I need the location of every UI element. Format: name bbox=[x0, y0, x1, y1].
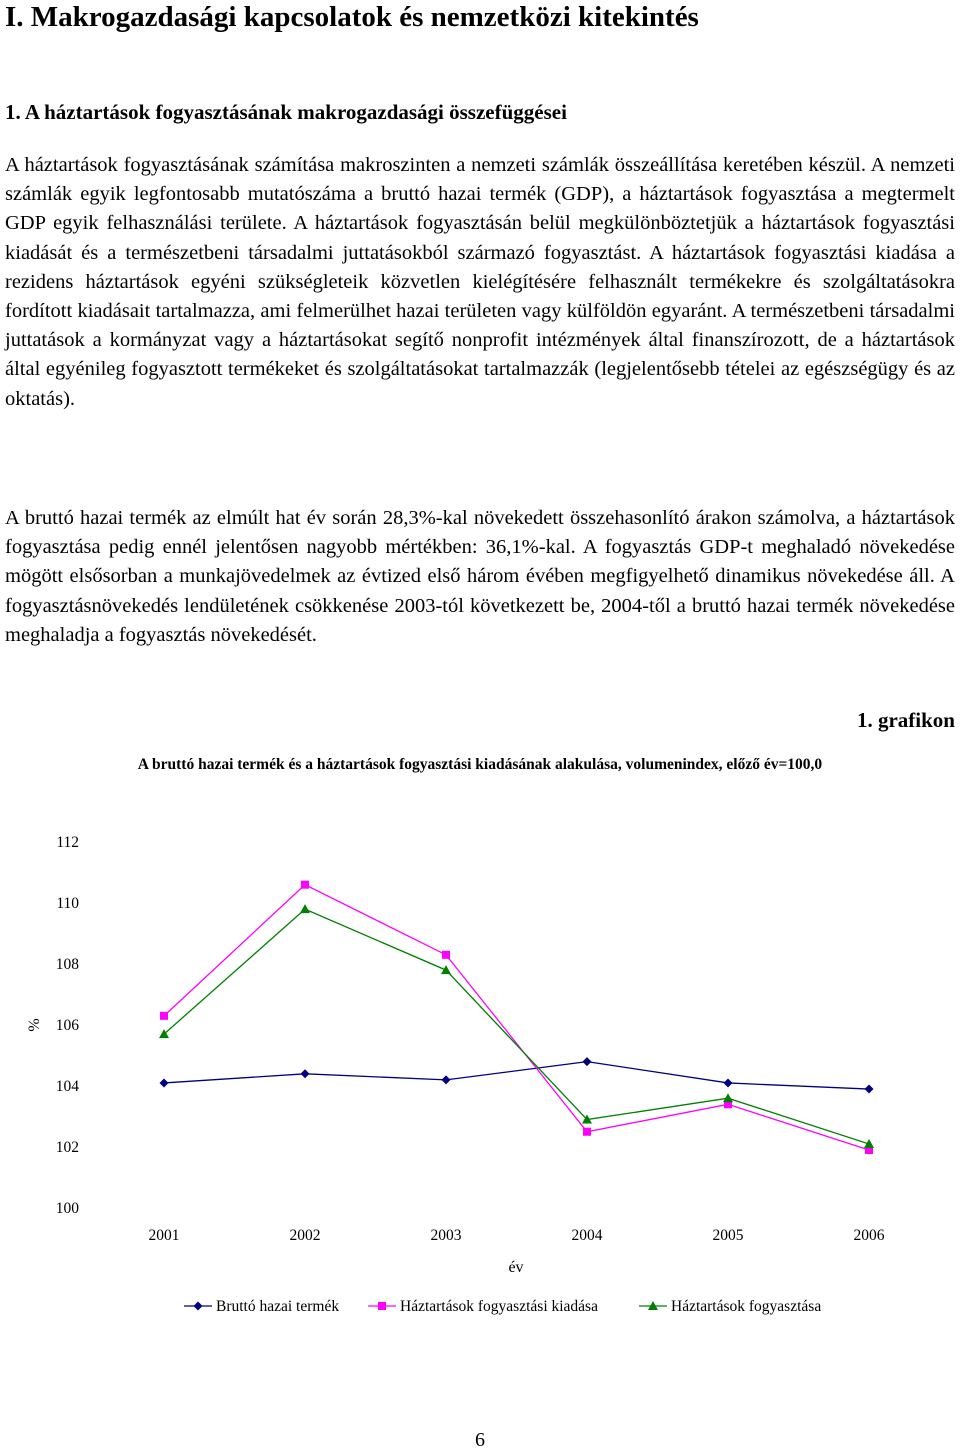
page-number: 6 bbox=[475, 1429, 485, 1451]
x-tick-label: 2002 bbox=[289, 1227, 321, 1244]
page-heading: I. Makrogazdasági kapcsolatok és nemzetközi kitekintés bbox=[5, 1, 699, 33]
data-point bbox=[724, 1078, 733, 1087]
y-tick-label: 106 bbox=[55, 1017, 79, 1034]
legend-label: Bruttó hazai termék bbox=[216, 1298, 340, 1315]
data-point bbox=[441, 965, 451, 974]
paragraph-gdp-growth: A bruttó hazai termék az elmúlt hat év során 28,3%-kal növekedett összehasonlító árakon számolva, a háztartások fogyasztása pedig ennél jelentősen nagyobb mértékben: 36,1%-kal. A fogyasztás GDP-t meghaladó növekedése mögött elsősorban a munkajövedelmek az évtized első három évében megfigyelhető dinamikus növekedése áll. A fogyasztásnövekedés lendületének csökkenése 2003-tól következett be, 2004-től a bruttó hazai termék növekedése meghaladja a fogyasztás növekedését. bbox=[5, 507, 955, 646]
chart-title: A bruttó hazai termék és a háztartások fogyasztási kiadásának alakulása, volumenindex, előző év=100,0 bbox=[137, 756, 823, 773]
y-tick-label: 108 bbox=[55, 956, 79, 973]
data-point bbox=[442, 951, 450, 959]
data-point bbox=[442, 1075, 451, 1084]
y-tick-label: 110 bbox=[56, 895, 79, 912]
y-tick-label: 102 bbox=[55, 1139, 79, 1156]
legend-item bbox=[184, 1298, 339, 1315]
data-point bbox=[301, 881, 309, 889]
series-layer bbox=[159, 881, 874, 1154]
data-point bbox=[301, 1069, 310, 1078]
paragraph-household-consumption: A háztartások fogyasztásának számítása makroszinten a nemzeti számlák összeállítása keretében készül. A nemzeti számlák egyik legfontosabb mutatószáma a bruttó hazai termék (GDP), a háztartások fogyasztása a megtermelt GDP egyik felhasználási területe. A háztartások fogyasztásán belül megkülönböztetjük a háztartások fogyasztási kiadását és a természetbeni társadalmi juttatásokból származó fogyasztást. A háztartások fogyasztási kiadása a rezidens háztartások egyéni szükségleteik közvetlen kielégítésére felhasznált termékekre és szolgáltatásokra fordított kiadásait tartalmazza, ami felmerülhet hazai területen vagy külföldön egyaránt. A természetbeni társadalmi juttatások a kormányzat vagy a háztartásokat segítő nonprofit intézmények által finanszírozott, de a háztartások által egyénileg fogyasztott termékeket és szolgáltatásokat tartalmazzák (legjelentősebb tételei az egészségügy és az oktatás). bbox=[5, 154, 955, 410]
legend-item bbox=[368, 1298, 598, 1315]
data-point bbox=[723, 1093, 733, 1102]
y-tick-label: 104 bbox=[55, 1078, 79, 1095]
x-axis-label: év bbox=[508, 1259, 524, 1276]
y-tick-label: 100 bbox=[55, 1200, 79, 1217]
x-tick-label: 2004 bbox=[571, 1227, 603, 1244]
section-title: 1. A háztartások fogyasztásának makrogazdasági összefüggései bbox=[5, 100, 567, 124]
series-1 bbox=[160, 1057, 874, 1093]
y-tick-label: 112 bbox=[56, 834, 79, 851]
series-line bbox=[164, 1062, 869, 1089]
x-tick-labels bbox=[149, 1227, 885, 1244]
legend-item bbox=[639, 1298, 821, 1315]
data-point bbox=[160, 1012, 168, 1020]
data-point bbox=[583, 1057, 592, 1066]
x-tick-label: 2003 bbox=[430, 1227, 462, 1244]
series-line bbox=[164, 909, 869, 1144]
series-2 bbox=[160, 881, 873, 1154]
data-point bbox=[865, 1085, 874, 1094]
x-tick-label: 2006 bbox=[853, 1227, 885, 1244]
legend-label: Háztartások fogyasztása bbox=[671, 1298, 822, 1315]
data-point bbox=[583, 1128, 591, 1136]
figure-number: 1. grafikon bbox=[856, 708, 955, 732]
x-tick-label: 2001 bbox=[148, 1227, 180, 1244]
x-tick-label: 2005 bbox=[712, 1227, 744, 1244]
data-point bbox=[300, 904, 310, 913]
y-tick-labels bbox=[56, 834, 80, 1217]
chart-legend bbox=[184, 1298, 821, 1315]
series-3 bbox=[159, 904, 874, 1148]
legend-marker bbox=[194, 1302, 203, 1311]
data-point bbox=[160, 1078, 169, 1087]
legend-label: Háztartások fogyasztási kiadása bbox=[400, 1298, 598, 1315]
y-axis-label: % bbox=[26, 1018, 43, 1032]
legend-marker bbox=[378, 1302, 386, 1310]
